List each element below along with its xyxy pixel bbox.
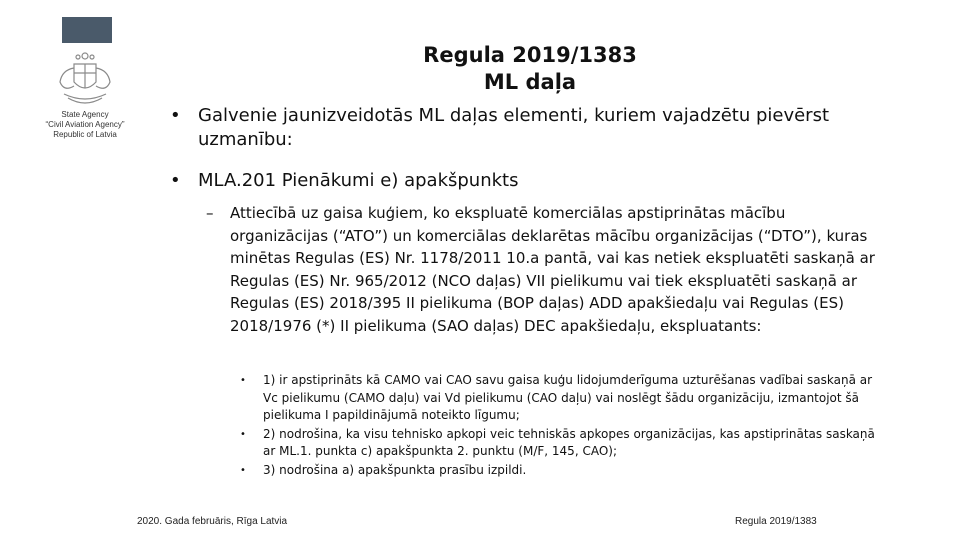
bullet-text: MLA.201 Pienākumi e) apakšpunkts [198,170,519,191]
title-line-1: Regula 2019/1383 [423,43,637,67]
agency-name-line1: State Agency [61,110,109,119]
list-item-text: 3) nodrošina a) apakšpunkta prasību izpildi. [263,462,527,477]
bullet-item [170,169,890,193]
bullet-item [170,104,890,152]
coat-of-arms-icon [50,48,120,110]
list-item-text: 2) nodrošina, ka visu tehnisko apkopi veic tehniskās apkopes organizācijas, kas apstiprinātas saskaņā ar ML.1. punkta c) apakšpunkta 2. punktu (M/F, 145, CAO); [263,426,875,458]
bullet-dot-icon: • [240,428,246,440]
nested-list [240,372,890,480]
header-color-block [62,17,112,43]
bullet-dot-icon: • [240,375,246,386]
agency-logo [30,48,140,140]
footer-date: 2020. Gada februāris, Rīga Latvia [137,516,288,527]
list-item [240,462,890,480]
list-item [240,426,890,461]
slide-title [380,42,680,96]
agency-name-line2: “Civil Aviation Agency” [45,120,125,129]
title-line-2: ML daļa [483,70,577,94]
sub-bullet-item [206,202,886,337]
sub-bullet-text: Attiecībā uz gaisa kuģiem, ko ekspluatē komerciālas apstiprinātas mācību organizācijas (“ATO”) un komerciālas deklarētas mācību organizācijas (“DTO”), kuras minētas Regulas (ES) Nr. 1178/2011 10.a pantā, vai kas netiek ekspluatēti saskaņā ar Regulas (ES) Nr. 965/2012 (NCO daļas) VII pielikumu vai tiek ekspluatēti saskaņā ar Regulas (ES) 2018/395 II pielikuma (BOP daļas) ADD apakšiedaļu vai Regulas (ES) 2018/1976 (*) II pielikuma (SAO daļas) DEC apakšiedaļu, ekspluatants: [230,204,875,335]
bullet-dot-icon: • [240,464,246,476]
bullet-dot-icon: • [170,170,181,191]
list-item-text: 1) ir apstiprināts kā CAMO vai CAO savu gaisa kuģu lidojumderīguma uzturēšanas vadībai saskaņā ar Vc pielikumu (CAMO daļu) vai Vd pielikumu (CAO daļu) vai noslēgt šādu organizāciju, izmantojot šā pielikuma I papildinājumā noteikto līgumu; [263,373,873,422]
agency-name-line3: Republic of Latvia [53,130,117,139]
dash-icon: – [206,204,214,222]
bullet-text: Galvenie jaunizveidotās ML daļas elementi, kuriem vajadzētu pievērst uzmanību: [198,105,830,150]
bullet-dot-icon: • [170,105,181,126]
list-item [240,372,890,425]
footer-reference: Regula 2019/1383 [735,516,817,527]
